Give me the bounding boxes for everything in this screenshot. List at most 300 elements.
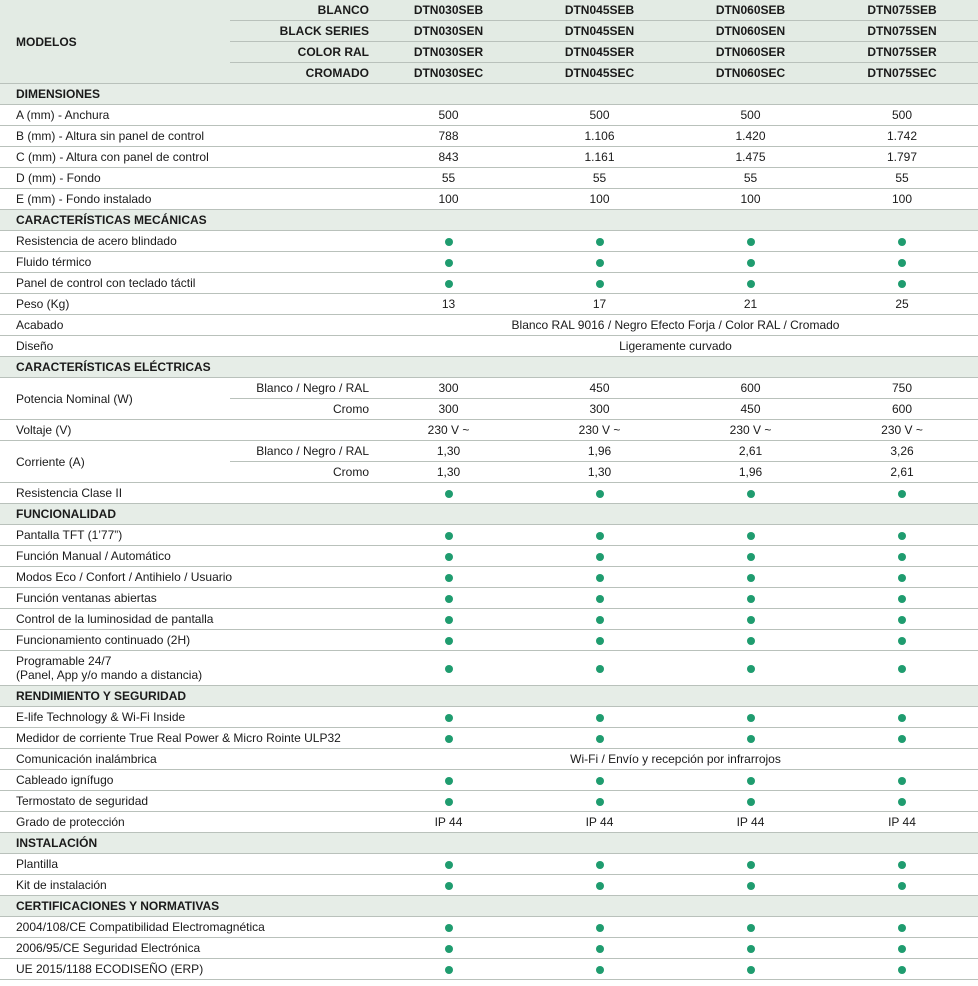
included-dot-icon xyxy=(898,735,906,743)
row-name xyxy=(0,959,373,980)
table-row xyxy=(0,609,978,630)
included-dot-icon xyxy=(445,945,453,953)
row-value: 230 V ~ xyxy=(373,420,524,441)
included-dot-icon xyxy=(747,735,755,743)
row-value xyxy=(373,609,524,630)
table-row xyxy=(0,938,978,959)
row-name xyxy=(0,546,373,567)
row-value: 55 xyxy=(373,168,524,189)
included-dot-icon xyxy=(898,490,906,498)
included-dot-icon xyxy=(445,714,453,722)
included-dot-icon xyxy=(747,532,755,540)
included-dot-icon xyxy=(747,777,755,785)
row-name-text: E (mm) - Fondo instalado xyxy=(16,192,152,206)
included-dot-icon xyxy=(596,777,604,785)
row-name-text: Medidor de corriente True Real Power & Micro Rointe ULP32 xyxy=(16,731,341,745)
included-dot-icon xyxy=(445,532,453,540)
finish-label: CROMADO xyxy=(230,63,373,84)
included-dot-icon xyxy=(747,714,755,722)
row-value xyxy=(675,231,826,252)
included-dot-icon xyxy=(596,798,604,806)
model-code: DTN075SEB xyxy=(826,0,978,21)
table-row xyxy=(0,126,978,147)
row-name-text: B (mm) - Altura sin panel de control xyxy=(16,129,205,143)
included-dot-icon xyxy=(747,490,755,498)
model-code: DTN045SEB xyxy=(524,0,675,21)
row-value xyxy=(373,770,524,791)
included-dot-icon xyxy=(596,280,604,288)
model-code: DTN075SER xyxy=(826,42,978,63)
section-header xyxy=(0,896,978,917)
row-name-text: 2004/108/CE Compatibilidad Electromagnética xyxy=(16,920,265,934)
row-name-text: A (mm) - Anchura xyxy=(16,108,110,122)
row-value: 450 xyxy=(675,399,826,420)
row-value xyxy=(675,791,826,812)
models-title: MODELOS xyxy=(0,0,230,84)
row-value xyxy=(373,273,524,294)
included-dot-icon xyxy=(445,861,453,869)
row-name-text: Acabado xyxy=(16,318,64,332)
row-value xyxy=(675,875,826,896)
row-value-span: Wi-Fi / Envío y recepción por infrarrojos xyxy=(373,749,978,770)
included-dot-icon xyxy=(445,924,453,932)
row-name xyxy=(0,609,373,630)
row-name-text: UE 2015/1188 ECODISEÑO (ERP) xyxy=(16,962,204,976)
row-value xyxy=(675,588,826,609)
included-dot-icon xyxy=(898,574,906,582)
row-value xyxy=(373,630,524,651)
finish-label: COLOR RAL xyxy=(230,42,373,63)
row-name xyxy=(0,938,373,959)
row-name-text: 2006/95/CE Seguridad Electrónica xyxy=(16,941,201,955)
model-code: DTN030SEB xyxy=(373,0,524,21)
row-value: 1,30 xyxy=(373,441,524,462)
included-dot-icon xyxy=(898,665,906,673)
row-name xyxy=(0,336,373,357)
row-value xyxy=(826,588,978,609)
row-name-text-2: (Panel, App y/o mando a distancia) xyxy=(16,668,203,682)
included-dot-icon xyxy=(898,882,906,890)
sub-label: Blanco / Negro / RAL xyxy=(230,441,373,462)
row-value: IP 44 xyxy=(675,812,826,833)
row-value xyxy=(826,567,978,588)
row-value xyxy=(826,728,978,749)
row-value xyxy=(524,567,675,588)
included-dot-icon xyxy=(596,238,604,246)
included-dot-icon xyxy=(898,637,906,645)
finish-label: BLACK SERIES xyxy=(230,21,373,42)
included-dot-icon xyxy=(898,553,906,561)
table-row xyxy=(0,770,978,791)
included-dot-icon xyxy=(596,665,604,673)
included-dot-icon xyxy=(747,553,755,561)
section-title: INSTALACIÓN xyxy=(0,833,978,854)
included-dot-icon xyxy=(747,238,755,246)
row-value xyxy=(373,483,524,504)
row-value xyxy=(373,546,524,567)
included-dot-icon xyxy=(445,616,453,624)
row-name-text: Diseño xyxy=(16,339,54,353)
row-value xyxy=(373,588,524,609)
row-name xyxy=(0,588,373,609)
model-code: DTN075SEC xyxy=(826,63,978,84)
row-value xyxy=(373,525,524,546)
table-row xyxy=(0,378,978,399)
included-dot-icon xyxy=(747,966,755,974)
included-dot-icon xyxy=(445,595,453,603)
included-dot-icon xyxy=(596,735,604,743)
row-name-text: Resistencia Clase II xyxy=(16,486,123,500)
row-value xyxy=(826,875,978,896)
table-row xyxy=(0,336,978,357)
row-value xyxy=(524,588,675,609)
row-value xyxy=(826,273,978,294)
included-dot-icon xyxy=(596,490,604,498)
row-value xyxy=(524,707,675,728)
row-value: 100 xyxy=(524,189,675,210)
included-dot-icon xyxy=(898,798,906,806)
row-value: 300 xyxy=(373,399,524,420)
row-value: 1,96 xyxy=(675,462,826,483)
table-row xyxy=(0,917,978,938)
row-value xyxy=(524,728,675,749)
included-dot-icon xyxy=(747,924,755,932)
included-dot-icon xyxy=(445,280,453,288)
included-dot-icon xyxy=(747,861,755,869)
included-dot-icon xyxy=(596,532,604,540)
row-value xyxy=(373,651,524,686)
table-row xyxy=(0,875,978,896)
row-name: Corriente (A) xyxy=(0,441,230,483)
row-value: 843 xyxy=(373,147,524,168)
table-row xyxy=(0,294,978,315)
row-value: 55 xyxy=(675,168,826,189)
sub-label: Cromo xyxy=(230,399,373,420)
included-dot-icon xyxy=(747,259,755,267)
row-value xyxy=(826,707,978,728)
row-value xyxy=(826,483,978,504)
table-row xyxy=(0,959,978,980)
included-dot-icon xyxy=(747,665,755,673)
model-code: DTN045SEC xyxy=(524,63,675,84)
row-value xyxy=(373,707,524,728)
row-value xyxy=(524,630,675,651)
row-value xyxy=(826,525,978,546)
row-value xyxy=(524,917,675,938)
included-dot-icon xyxy=(898,532,906,540)
section-title: CARACTERÍSTICAS MECÁNICAS xyxy=(0,210,978,231)
row-value xyxy=(373,875,524,896)
header-row xyxy=(0,0,978,21)
table-row xyxy=(0,315,978,336)
table-row xyxy=(0,252,978,273)
included-dot-icon xyxy=(747,595,755,603)
sub-label: Cromo xyxy=(230,462,373,483)
table-row xyxy=(0,273,978,294)
row-value xyxy=(675,525,826,546)
included-dot-icon xyxy=(445,238,453,246)
row-value: 1,30 xyxy=(373,462,524,483)
included-dot-icon xyxy=(596,616,604,624)
table-row xyxy=(0,441,978,462)
row-value xyxy=(826,959,978,980)
row-name-text: Función Manual / Automático xyxy=(16,549,171,563)
included-dot-icon xyxy=(898,280,906,288)
row-value: 500 xyxy=(373,105,524,126)
sub-label: Blanco / Negro / RAL xyxy=(230,378,373,399)
row-value xyxy=(675,938,826,959)
row-value: 600 xyxy=(826,399,978,420)
row-value: 450 xyxy=(524,378,675,399)
included-dot-icon xyxy=(445,966,453,974)
row-value: 21 xyxy=(675,294,826,315)
row-value: 1.161 xyxy=(524,147,675,168)
included-dot-icon xyxy=(445,553,453,561)
row-name xyxy=(0,483,373,504)
row-value xyxy=(524,525,675,546)
row-value: 1.742 xyxy=(826,126,978,147)
row-value xyxy=(524,483,675,504)
row-name-text: Pantalla TFT (1’77”) xyxy=(16,528,123,542)
row-value xyxy=(524,770,675,791)
section-header xyxy=(0,357,978,378)
included-dot-icon xyxy=(596,714,604,722)
row-value xyxy=(675,273,826,294)
row-value xyxy=(373,231,524,252)
row-value: 1.475 xyxy=(675,147,826,168)
row-value: 1.420 xyxy=(675,126,826,147)
row-value: 3,26 xyxy=(826,441,978,462)
table-row xyxy=(0,525,978,546)
row-value xyxy=(675,854,826,875)
row-value xyxy=(373,854,524,875)
included-dot-icon xyxy=(445,574,453,582)
included-dot-icon xyxy=(445,777,453,785)
row-value: 230 V ~ xyxy=(675,420,826,441)
row-value: 100 xyxy=(675,189,826,210)
row-name-text: E-life Technology & Wi-Fi Inside xyxy=(16,710,186,724)
row-value xyxy=(373,728,524,749)
row-value xyxy=(675,609,826,630)
included-dot-icon xyxy=(445,259,453,267)
row-value xyxy=(524,959,675,980)
table-row xyxy=(0,651,978,686)
row-name-text: Modos Eco / Confort / Antihielo / Usuario xyxy=(16,570,233,584)
section-header xyxy=(0,504,978,525)
row-value xyxy=(826,791,978,812)
model-code: DTN060SEN xyxy=(675,21,826,42)
row-value: 500 xyxy=(524,105,675,126)
row-name xyxy=(0,231,373,252)
row-value: 1,30 xyxy=(524,462,675,483)
table-row xyxy=(0,546,978,567)
row-value xyxy=(524,231,675,252)
row-value: 230 V ~ xyxy=(524,420,675,441)
row-name xyxy=(0,770,373,791)
included-dot-icon xyxy=(445,665,453,673)
row-value xyxy=(675,917,826,938)
included-dot-icon xyxy=(596,945,604,953)
row-value: 55 xyxy=(524,168,675,189)
row-name xyxy=(0,567,373,588)
row-name xyxy=(0,420,373,441)
table-row xyxy=(0,854,978,875)
row-name-text: Termostato de seguridad xyxy=(16,794,149,808)
table-row xyxy=(0,483,978,504)
row-value xyxy=(373,917,524,938)
finish-label: BLANCO xyxy=(230,0,373,21)
table-row xyxy=(0,812,978,833)
table-row xyxy=(0,749,978,770)
included-dot-icon xyxy=(445,882,453,890)
row-value: 13 xyxy=(373,294,524,315)
row-value xyxy=(524,875,675,896)
row-name xyxy=(0,126,373,147)
included-dot-icon xyxy=(898,714,906,722)
row-name-text: Voltaje (V) xyxy=(16,423,72,437)
table-row xyxy=(0,420,978,441)
table-row xyxy=(0,231,978,252)
row-value: 55 xyxy=(826,168,978,189)
row-value xyxy=(826,770,978,791)
included-dot-icon xyxy=(596,259,604,267)
row-value xyxy=(826,609,978,630)
row-name xyxy=(0,630,373,651)
included-dot-icon xyxy=(445,637,453,645)
included-dot-icon xyxy=(747,945,755,953)
row-value: 100 xyxy=(373,189,524,210)
row-value xyxy=(524,252,675,273)
row-value: 1.106 xyxy=(524,126,675,147)
included-dot-icon xyxy=(747,280,755,288)
included-dot-icon xyxy=(596,861,604,869)
model-code: DTN045SEN xyxy=(524,21,675,42)
row-name xyxy=(0,728,373,749)
row-value-span: Ligeramente curvado xyxy=(373,336,978,357)
row-name xyxy=(0,791,373,812)
row-value: 300 xyxy=(524,399,675,420)
row-name-text: Kit de instalación xyxy=(16,878,107,892)
row-value xyxy=(524,609,675,630)
model-code: DTN030SER xyxy=(373,42,524,63)
row-value: 2,61 xyxy=(826,462,978,483)
row-value: 25 xyxy=(826,294,978,315)
section-header xyxy=(0,210,978,231)
row-name xyxy=(0,525,373,546)
included-dot-icon xyxy=(747,882,755,890)
row-name-text: D (mm) - Fondo xyxy=(16,171,101,185)
model-code: DTN060SER xyxy=(675,42,826,63)
row-name xyxy=(0,105,373,126)
row-name-text: Funcionamiento continuado (2H) xyxy=(16,633,191,647)
included-dot-icon xyxy=(898,238,906,246)
included-dot-icon xyxy=(898,259,906,267)
row-value xyxy=(373,938,524,959)
row-name xyxy=(0,168,373,189)
included-dot-icon xyxy=(747,574,755,582)
included-dot-icon xyxy=(596,882,604,890)
row-value: IP 44 xyxy=(826,812,978,833)
row-value xyxy=(675,630,826,651)
row-value xyxy=(826,917,978,938)
row-value: 17 xyxy=(524,294,675,315)
row-value xyxy=(826,630,978,651)
included-dot-icon xyxy=(445,490,453,498)
included-dot-icon xyxy=(596,574,604,582)
section-header xyxy=(0,686,978,707)
included-dot-icon xyxy=(747,616,755,624)
included-dot-icon xyxy=(747,798,755,806)
row-name-text: Peso (Kg) xyxy=(16,297,70,311)
row-name xyxy=(0,854,373,875)
row-value xyxy=(675,483,826,504)
included-dot-icon xyxy=(596,924,604,932)
row-value xyxy=(826,546,978,567)
table-row xyxy=(0,105,978,126)
row-value xyxy=(826,231,978,252)
row-value xyxy=(675,770,826,791)
row-value: IP 44 xyxy=(524,812,675,833)
model-code: DTN060SEC xyxy=(675,63,826,84)
row-value: 2,61 xyxy=(675,441,826,462)
row-value xyxy=(524,938,675,959)
row-name-text: Panel de control con teclado táctil xyxy=(16,276,196,290)
table-row xyxy=(0,567,978,588)
table-row xyxy=(0,147,978,168)
included-dot-icon xyxy=(596,966,604,974)
row-name-text: Programable 24/7 xyxy=(16,654,112,668)
row-name-text: Plantilla xyxy=(16,857,59,871)
row-value xyxy=(675,707,826,728)
row-value: 500 xyxy=(826,105,978,126)
row-name-text: Control de la luminosidad de pantalla xyxy=(16,612,214,626)
row-name xyxy=(0,252,373,273)
model-code: DTN045SER xyxy=(524,42,675,63)
row-name: Potencia Nominal (W) xyxy=(0,378,230,420)
row-value: 750 xyxy=(826,378,978,399)
section-title: DIMENSIONES xyxy=(0,84,978,105)
section-title: FUNCIONALIDAD xyxy=(0,504,978,525)
row-name xyxy=(0,917,373,938)
row-value xyxy=(373,567,524,588)
row-value: 300 xyxy=(373,378,524,399)
row-value xyxy=(675,959,826,980)
section-title: RENDIMIENTO Y SEGURIDAD xyxy=(0,686,978,707)
row-name xyxy=(0,749,373,770)
included-dot-icon xyxy=(596,637,604,645)
row-value xyxy=(524,273,675,294)
row-name xyxy=(0,651,373,686)
row-name xyxy=(0,273,373,294)
included-dot-icon xyxy=(445,798,453,806)
row-value: 1.797 xyxy=(826,147,978,168)
row-name-text: Resistencia de acero blindado xyxy=(16,234,177,248)
row-value xyxy=(675,252,826,273)
section-header xyxy=(0,84,978,105)
row-value: IP 44 xyxy=(373,812,524,833)
row-value: 100 xyxy=(826,189,978,210)
row-value xyxy=(373,252,524,273)
included-dot-icon xyxy=(445,735,453,743)
model-code: DTN060SEB xyxy=(675,0,826,21)
table-row xyxy=(0,168,978,189)
row-value xyxy=(826,854,978,875)
included-dot-icon xyxy=(898,616,906,624)
row-value: 230 V ~ xyxy=(826,420,978,441)
row-value xyxy=(524,854,675,875)
included-dot-icon xyxy=(898,966,906,974)
row-value xyxy=(373,959,524,980)
